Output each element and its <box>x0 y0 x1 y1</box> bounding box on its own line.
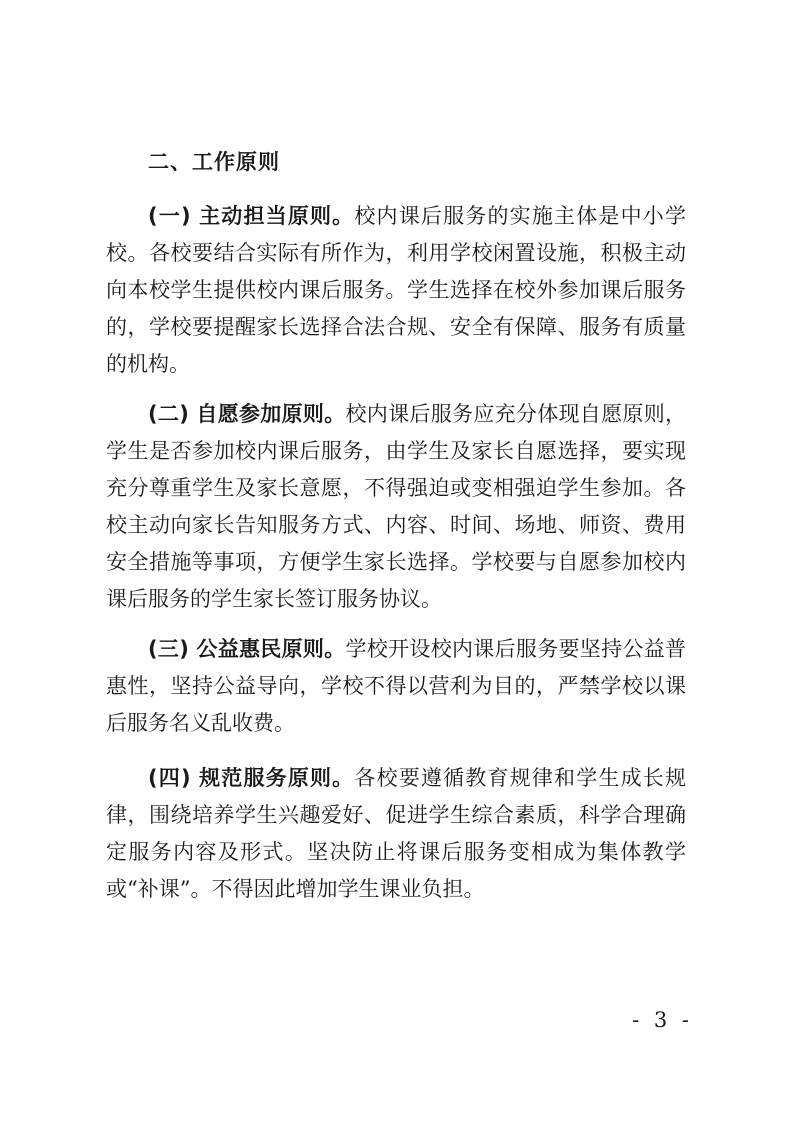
principle-3-text: 学校开设校内课后服务要坚持公益普惠性，坚持公益导向，学校不得以营利为目的，严禁学校以课后服务名义乱收费。 <box>106 637 686 735</box>
page-number: - 3 - <box>632 1008 693 1032</box>
principle-3-title: (三) 公益惠民原则。 <box>148 637 346 661</box>
principle-paragraph-3 <box>106 631 686 742</box>
principle-paragraph-2 <box>106 396 686 618</box>
principle-1-text: 校内课后服务的实施主体是中小学校。各校要结合实际有所作为，利用学校闲置设施，积极主动向本校学生提供校内课后服务。学生选择在校外参加课后服务的，学校要提醒家长选择合法合规、安全有保障、服务有质量的机构。 <box>106 204 686 376</box>
principle-1-title: (一) 主动担当原则。 <box>148 204 355 228</box>
principle-paragraph-1 <box>106 198 686 383</box>
principle-2-text: 校内课后服务应充分体现自愿原则，学生是否参加校内课后服务，由学生及家长自愿选择，要实现充分尊重学生及家长意愿，不得强迫或变相强迫学生参加。各校主动向家长告知服务方式、内容、时间、场地、师资、费用安全措施等事项，方便学生家长选择。学校要与自愿参加校内课后服务的学生家长签订服务协议。 <box>106 402 686 611</box>
principle-4-title: (四) 规范服务原则。 <box>148 766 355 790</box>
principle-paragraph-4 <box>106 760 686 908</box>
principle-4-text: 各校要遵循教育规律和学生成长规律，围绕培养学生兴趣爱好、促进学生综合素质，科学合理确定服务内容及形式。坚决防止将课后服务变相成为集体教学或“补课”。不得因此增加学生课业负担。 <box>106 766 686 901</box>
section-heading: 二、工作原则 <box>148 150 280 174</box>
principle-2-title: (二) 自愿参加原则。 <box>148 402 346 426</box>
